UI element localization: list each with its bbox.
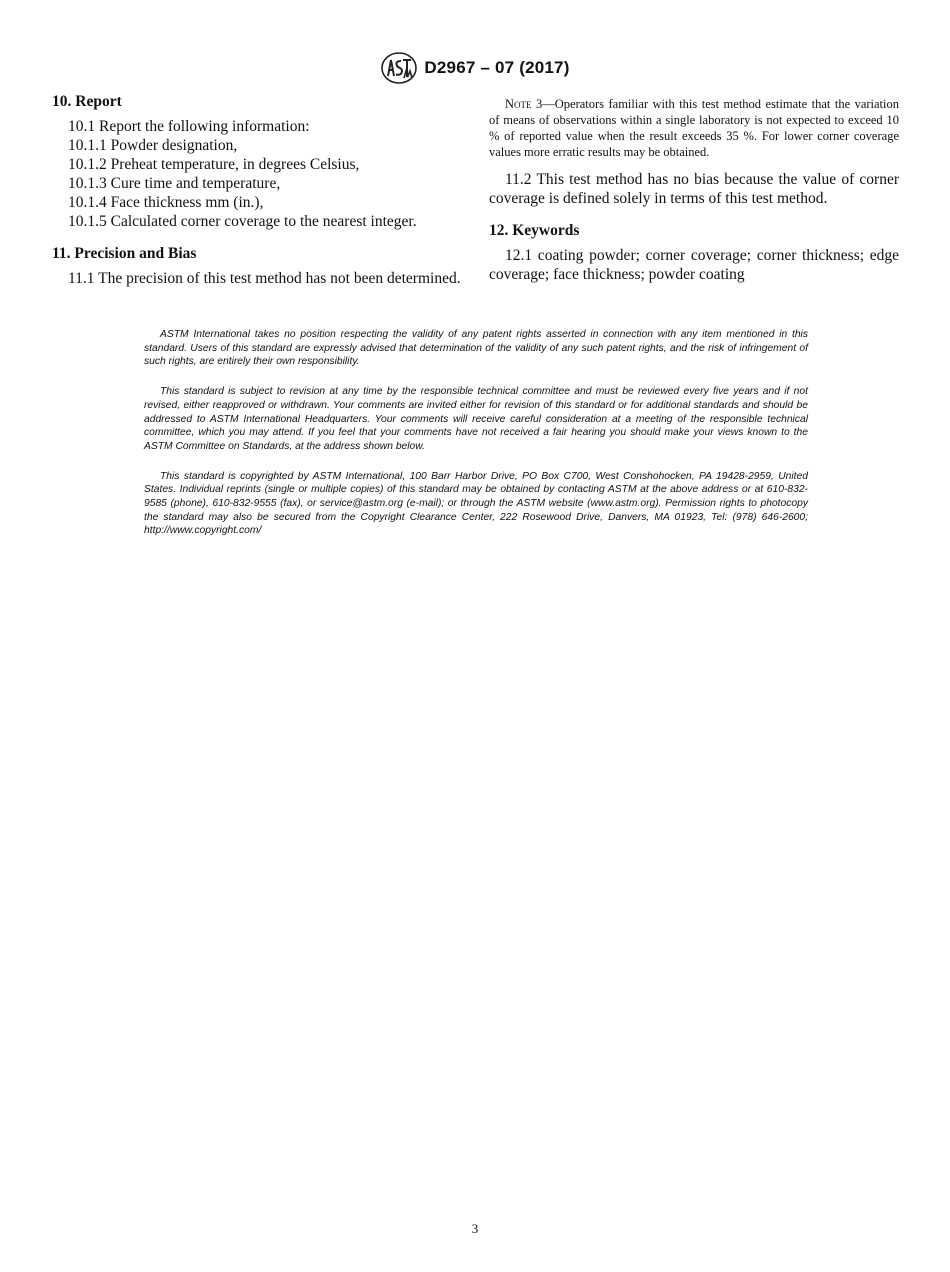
page-header [0, 50, 950, 86]
bias-text: 11.2 This test method has no bias because the value of corner coverage is defined solely in terms of this test method. [489, 171, 899, 207]
astm-logo-icon [380, 52, 418, 84]
report-item: 10.1.2 Preheat temperature, in degrees Celsius, [68, 156, 360, 173]
note-label: Note 3 [505, 97, 543, 111]
note-text: —Operators familiar with this test method estimate that the variation of means of observations within a single laboratory is not expected to exceed 10 % of reported value when the result exceeds 35 %. For lower corner coverage values more erratic results may be obtained. [489, 97, 900, 159]
standard-designation: D2967 – 07 (2017) [424, 58, 570, 77]
report-intro: 10.1 Report the following information: [68, 118, 310, 135]
report-heading: 10. Report [52, 93, 122, 110]
left-column [52, 92, 462, 288]
page-number: 3 [471, 1221, 479, 1236]
precision-text: 11.1 The precision of this test method has not been determined. [68, 270, 461, 287]
report-item: 10.1.4 Face thickness mm (in.), [68, 194, 264, 211]
report-item: 10.1.3 Cure time and temperature, [68, 175, 281, 192]
note-3 [489, 96, 899, 160]
patent-notice: ASTM International takes no position respecting the validity of any patent rights asserted in connection with any item mentioned in this standard. Users of this standard are expressly advised that determination of the validity of any such patent rights, and the risk of infringement of such rights, are entirely their own responsibility. [144, 329, 808, 368]
keywords-text: 12.1 coating powder; corner coverage; corner thickness; edge coverage; face thickness; powder coating [489, 247, 899, 283]
report-item: 10.1.1 Powder designation, [68, 137, 238, 154]
report-item: 10.1.5 Calculated corner coverage to the nearest integer. [68, 213, 417, 230]
keywords-heading: 12. Keywords [489, 222, 580, 239]
legal-footer [144, 328, 808, 554]
copyright-notice: This standard is copyrighted by ASTM International, 100 Barr Harbor Drive, PO Box C700, West Conshohocken, PA 19428-2959, United States. Individual reprints (single or multiple copies) of this standard may be obtained by contacting ASTM at the above address or at 610-832-9585 (phone), 610-832-9555 (fax), or service@astm.org (e-mail); or through the ASTM website (www.astm.org). Permission rights to photocopy the standard may also be secured from the Copyright Clearance Center, 222 Rosewood Drive, Danvers, MA 01923, Tel: (978) 646-2600; http://www.copyright.com/ [144, 470, 808, 537]
right-column [489, 92, 899, 284]
revision-notice: This standard is subject to revision at any time by the responsible technical committee and must be reviewed every five years and if not revised, either reapproved or withdrawn. Your comments are invited either for revision of this standard or for additional standards and should be addressed to ASTM International Headquarters. Your comments will receive careful consideration at a meeting of the responsible technical committee, which you may attend. If you feel that your comments have not received a fair hearing you should make your views known to the ASTM Committee on Standards, at the address shown below. [144, 386, 808, 452]
precision-heading: 11. Precision and Bias [52, 245, 197, 262]
